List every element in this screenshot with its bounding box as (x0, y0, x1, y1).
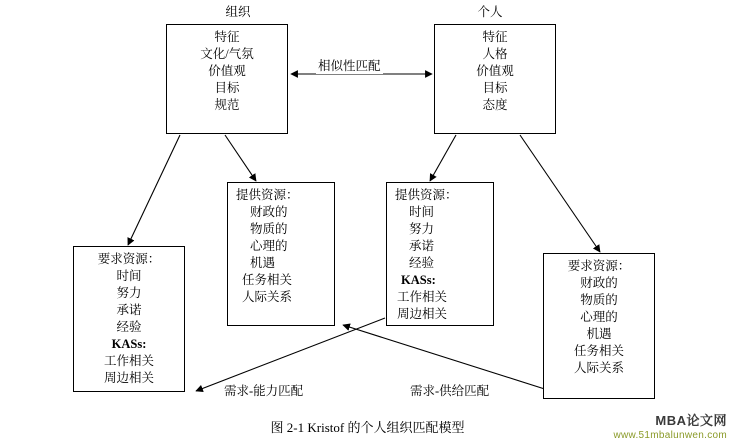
person-supply-extra-1: 工作相关 (397, 290, 448, 304)
person-supply-header: 提供资源： (395, 188, 458, 202)
watermark-title: MBA论文网 (655, 413, 727, 428)
watermark-url: www.51mbalunwen.com (613, 430, 727, 441)
connector-person-to-supply (430, 135, 456, 181)
org-supply-header: 提供资源： (236, 188, 299, 202)
org-demand-header: 要求资源： (97, 252, 161, 266)
connector-person-to-demand (520, 135, 600, 252)
person-box-line-2: 人格 (482, 47, 508, 61)
organization-title: 组织 (225, 5, 251, 19)
person-demand-item-4: 机遇 (586, 327, 612, 341)
similarity-match-label: 相似性匹配 (318, 59, 381, 73)
person-demand-extra-1: 任务相关 (573, 344, 624, 358)
organization-supply-box (227, 182, 335, 326)
person-supply-item-1: 时间 (409, 205, 435, 219)
person-supply-subheader: KASs: (401, 273, 436, 287)
person-box (434, 24, 556, 134)
org-demand-subheader: KASs: (111, 337, 147, 351)
org-demand-extra-1: 工作相关 (103, 354, 154, 368)
person-supply-item-4: 经验 (409, 256, 435, 270)
connector-org-to-supply (225, 135, 256, 181)
org-supply-extra-1: 任务相关 (242, 273, 293, 287)
org-demand-item-4: 经验 (116, 320, 142, 334)
organization-box-line-2: 文化/气氛 (200, 47, 254, 61)
person-demand-box (543, 253, 655, 399)
person-demand-extra-2: 人际关系 (573, 361, 624, 375)
org-supply-extra-2: 人际关系 (242, 290, 293, 304)
person-demand-item-1: 财政的 (580, 276, 618, 290)
connector-demand-supply-match (343, 325, 551, 391)
organization-demand-box (73, 246, 185, 392)
demand-supply-match-label: 需求-供给匹配 (410, 384, 490, 398)
organization-box-line-5: 规范 (214, 98, 240, 112)
person-demand-item-3: 心理的 (580, 310, 618, 324)
org-supply-item-1: 财政的 (250, 205, 288, 219)
person-box-line-3: 价值观 (476, 64, 514, 78)
person-box-line-1: 特征 (482, 30, 508, 44)
person-demand-header: 要求资源： (567, 259, 631, 273)
org-demand-item-1: 时间 (116, 269, 142, 283)
figure-caption: 图 2-1 Kristof 的个人组织匹配模型 (270, 420, 465, 435)
org-demand-extra-2: 周边相关 (103, 371, 154, 385)
person-box-line-5: 态度 (482, 98, 508, 112)
org-supply-item-2: 物质的 (250, 222, 288, 236)
org-demand-item-2: 努力 (116, 286, 142, 300)
org-demand-item-3: 承诺 (116, 303, 142, 317)
person-supply-item-3: 承诺 (409, 239, 435, 253)
organization-box-line-1: 特征 (214, 30, 240, 44)
org-supply-item-3: 心理的 (250, 239, 288, 253)
person-supply-item-2: 努力 (409, 222, 435, 236)
person-box-line-4: 目标 (482, 81, 508, 95)
person-demand-item-2: 物质的 (580, 293, 618, 307)
connector-org-to-demand (128, 135, 180, 245)
demand-ability-match-label: 需求-能力匹配 (224, 384, 304, 398)
person-title: 个人 (477, 5, 503, 19)
person-supply-box (386, 182, 494, 326)
person-supply-extra-2: 周边相关 (397, 307, 448, 321)
organization-box-line-3: 价值观 (208, 64, 246, 78)
organization-box-line-4: 目标 (214, 81, 240, 95)
org-supply-item-4: 机遇 (250, 256, 276, 270)
organization-box (166, 24, 288, 134)
watermark (613, 410, 727, 441)
